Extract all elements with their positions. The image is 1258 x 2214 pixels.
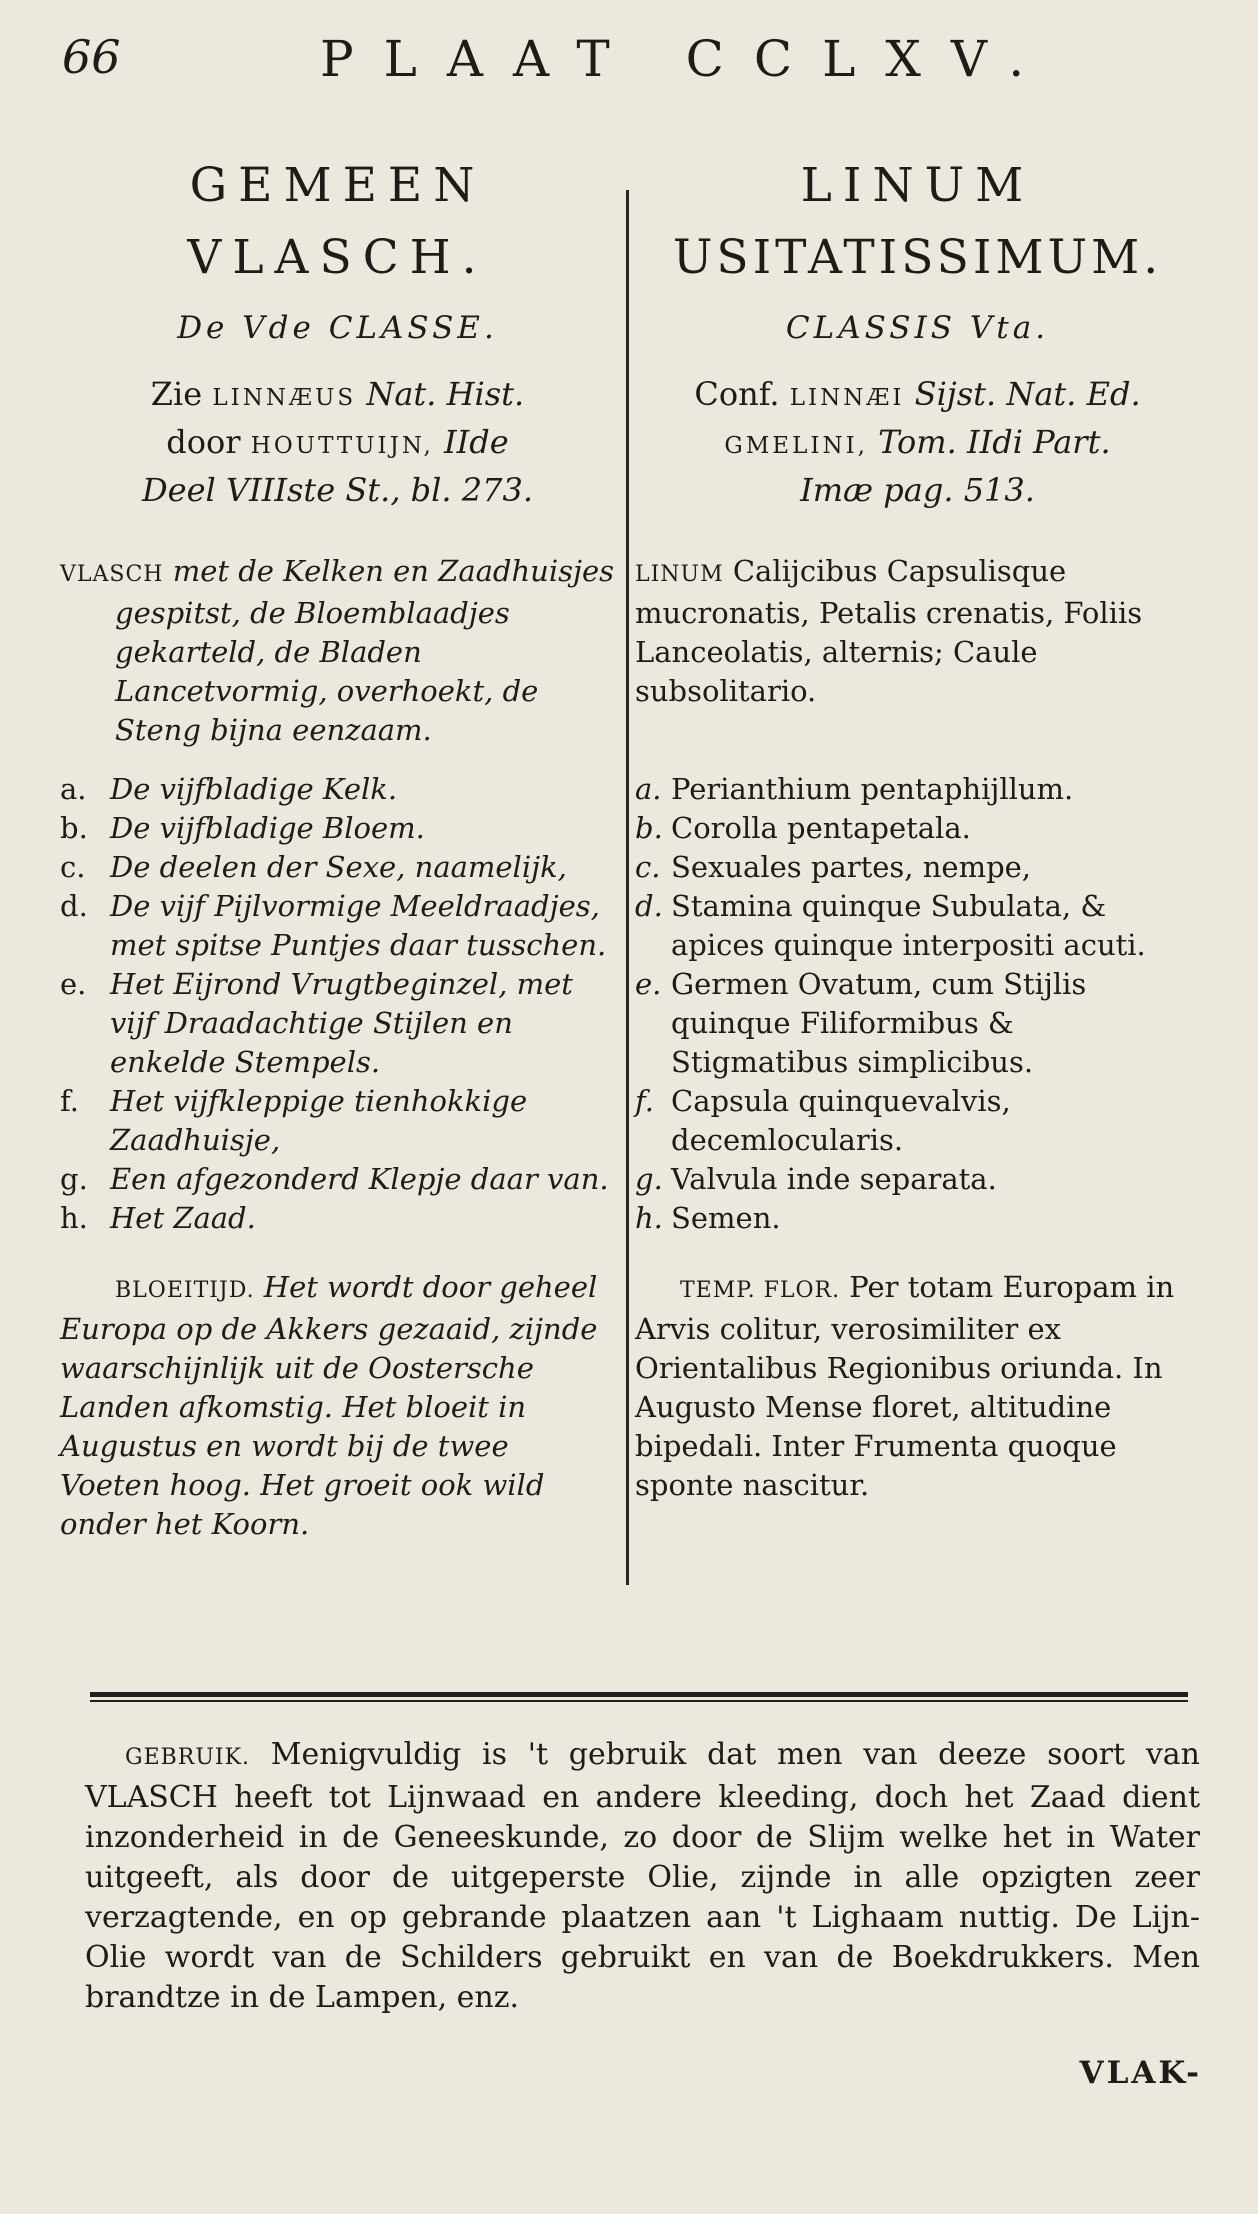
- dutch-class-prefix: De: [177, 310, 229, 346]
- item-text: De vijfbladige Bloem.: [110, 811, 425, 845]
- plate-title: PLAAT CCLXV.: [320, 30, 1055, 88]
- dutch-flowering-lead: BLOEITIJD.: [115, 1278, 255, 1303]
- list-item: [60, 848, 615, 887]
- list-item: [635, 1199, 1200, 1238]
- latin-name-line-1: LINUM: [800, 158, 1035, 213]
- item-text: Perianthium pentaphijllum.: [671, 772, 1074, 806]
- item-label: a.: [635, 772, 662, 806]
- dutch-description-lead: VLASCH: [60, 562, 164, 587]
- latin-flowering-lead: TEMP. FLOR.: [680, 1278, 841, 1303]
- item-text: Sexuales partes, nempe,: [671, 850, 1032, 884]
- latin-description-lead: LINUM: [635, 562, 724, 587]
- item-text: Capsula quinquevalvis, decemlocularis.: [671, 1084, 1011, 1157]
- ref-text: Zie: [150, 375, 213, 413]
- item-text: Germen Ovatum, cum Stijlis quinque Filiformibus & Stigmatibus simplicibus.: [671, 967, 1087, 1079]
- latin-flowering-paragraph: [635, 1268, 1200, 1505]
- list-item: [60, 1160, 615, 1199]
- list-item: [635, 809, 1200, 848]
- list-item: [60, 770, 615, 809]
- item-text: Een afgezonderd Klepje daar van.: [110, 1162, 609, 1196]
- dutch-column: [60, 150, 615, 1544]
- item-label: d.: [60, 889, 88, 923]
- latin-reference-line-3: Imæ pag. 513.: [800, 471, 1035, 509]
- item-label: g.: [635, 1162, 663, 1196]
- page-header: [62, 30, 1198, 100]
- dutch-name-line-1: GEMEEN: [189, 158, 486, 213]
- latin-flowering-text: Per totam Europam in Arvis colitur, verosimiliter ex Orientalibus Regionibus oriunda. In Augusto Mense floret, altitudine bipedali. Inter Frumenta quoque sponte nascitur.: [635, 1270, 1175, 1502]
- double-rule-thin: [90, 1700, 1188, 1702]
- ref-work: Tom. IIdi Part.: [867, 423, 1111, 461]
- list-item: [635, 1082, 1200, 1160]
- item-text: De deelen der Sexe, naamelijk,: [110, 850, 567, 884]
- item-label: h.: [635, 1201, 663, 1235]
- list-item: [60, 1082, 615, 1160]
- item-text: Het Eijrond Vrugtbeginzel, met vijf Draadachtige Stijlen en enkelde Stempels.: [110, 967, 573, 1079]
- latin-description-text: Calijcibus Capsulisque mucronatis, Petalis crenatis, Foliis Lanceolatis, alternis; Caule subsolitario.: [635, 554, 1143, 708]
- list-item: [60, 1199, 615, 1238]
- item-label: b.: [635, 811, 663, 845]
- dutch-description: [60, 552, 615, 762]
- latin-reference-line-1: [635, 372, 1200, 420]
- item-text: De vijfbladige Kelk.: [110, 772, 398, 806]
- list-item: [60, 965, 615, 1082]
- item-label: b.: [60, 811, 88, 845]
- item-text: Semen.: [671, 1201, 781, 1235]
- item-text: De vijf Pijlvormige Meeldraadjes, met spitse Puntjes daar tusschen.: [110, 889, 607, 962]
- ref-work: Sijst. Nat. Ed.: [904, 375, 1141, 413]
- item-text: Stamina quinque Subulata, & apices quinque interpositi acuti.: [671, 889, 1146, 962]
- page-number: 66: [62, 30, 121, 84]
- usage-text: Menigvuldig is 't gebruik dat men van deeze soort van VLASCH heeft tot Lijnwaad en andere kleeding, doch het Zaad dient inzonderheid in de Geneeskunde, zo door de Slijm welke het in Water uitgeeft, als door de uitgeperste Olie, zijnde in alle opzigten zeer verzagtende, en op gebrande plaatzen aan 't Lighaam nuttig. De Lijn-Olie wordt van de Schilders gebruikt en van de Boekdrukkers. Men brandtze in de Lampen, enz.: [85, 1737, 1200, 2015]
- list-item: [60, 809, 615, 848]
- double-rule-thick: [90, 1692, 1188, 1697]
- latin-reference-line-2: [635, 420, 1200, 468]
- dutch-reference-line-1: [60, 372, 615, 420]
- list-item: [635, 770, 1200, 809]
- usage-paragraph: [85, 1735, 1200, 2018]
- item-label: c.: [60, 850, 86, 884]
- item-text: Het Zaad.: [110, 1201, 256, 1235]
- list-item: [60, 887, 615, 965]
- latin-description: [635, 552, 1200, 762]
- item-text: Corolla pentapetala.: [671, 811, 971, 845]
- latin-name-line-2: USITATISSIMUM.: [672, 230, 1163, 285]
- dutch-name-line-2: VLASCH.: [187, 230, 488, 285]
- latin-class-line: [635, 306, 1200, 350]
- item-label: f.: [635, 1084, 654, 1118]
- item-label: g.: [60, 1162, 88, 1196]
- dutch-class-line: [60, 306, 615, 350]
- ref-author: HOUTTUIJN,: [250, 433, 434, 459]
- item-label: c.: [635, 850, 661, 884]
- ref-work: Nat. Hist.: [356, 375, 525, 413]
- item-label: f.: [60, 1084, 79, 1118]
- ref-author: LINNÆI: [789, 385, 905, 411]
- dutch-description-text: met de Kelken en Zaadhuisjes gespitst, de Bloemblaadjes gekarteld, de Bladen Lancetvormig, overhoekt, de Steng bijna eenzaam.: [115, 554, 615, 747]
- dutch-reference-line-2: [60, 420, 615, 468]
- latin-class-number: Vta.: [969, 310, 1050, 346]
- item-label: d.: [635, 889, 663, 923]
- latin-parts-list: [635, 770, 1200, 1238]
- dutch-parts-list: [60, 770, 615, 1238]
- list-item: [635, 848, 1200, 887]
- ref-text: door: [166, 423, 251, 461]
- item-label: a.: [60, 772, 87, 806]
- column-divider: [626, 190, 629, 1585]
- item-text: Het vijfkleppige tienhokkige Zaadhuisje,: [110, 1084, 528, 1157]
- list-item: [635, 1160, 1200, 1199]
- usage-lead: GEBRUIK.: [125, 1745, 251, 1770]
- dutch-flowering-text: Het wordt door geheel Europa op de Akkers gezaaid, zijnde waarschijnlijk uit de Oostersche Landen afkomstig. Het bloeit in Augustus en wordt bij de twee Voeten hoog. Het groeit ook wild onder het Koorn.: [60, 1270, 598, 1541]
- list-item: [635, 965, 1200, 1082]
- ref-text: Conf.: [694, 375, 790, 413]
- item-text: Valvula inde separata.: [671, 1162, 997, 1196]
- dutch-class-word: CLASSE.: [328, 310, 498, 346]
- dutch-reference-line-3: Deel VIIIste St., bl. 273.: [142, 471, 533, 509]
- item-label: h.: [60, 1201, 88, 1235]
- item-label: e.: [635, 967, 662, 1001]
- latin-column: [635, 150, 1200, 1505]
- item-label: e.: [60, 967, 87, 1001]
- dutch-flowering-paragraph: [60, 1268, 615, 1544]
- catchword: VLAK-: [1079, 2055, 1202, 2091]
- ref-author: GMELINI,: [724, 433, 868, 459]
- ref-author: LINNÆUS: [212, 385, 357, 411]
- dutch-class-number: Vde: [242, 310, 315, 346]
- latin-class-word: CLASSIS: [785, 310, 957, 346]
- ref-work: IIde: [433, 423, 509, 461]
- list-item: [635, 887, 1200, 965]
- two-column-text: [60, 150, 1200, 1610]
